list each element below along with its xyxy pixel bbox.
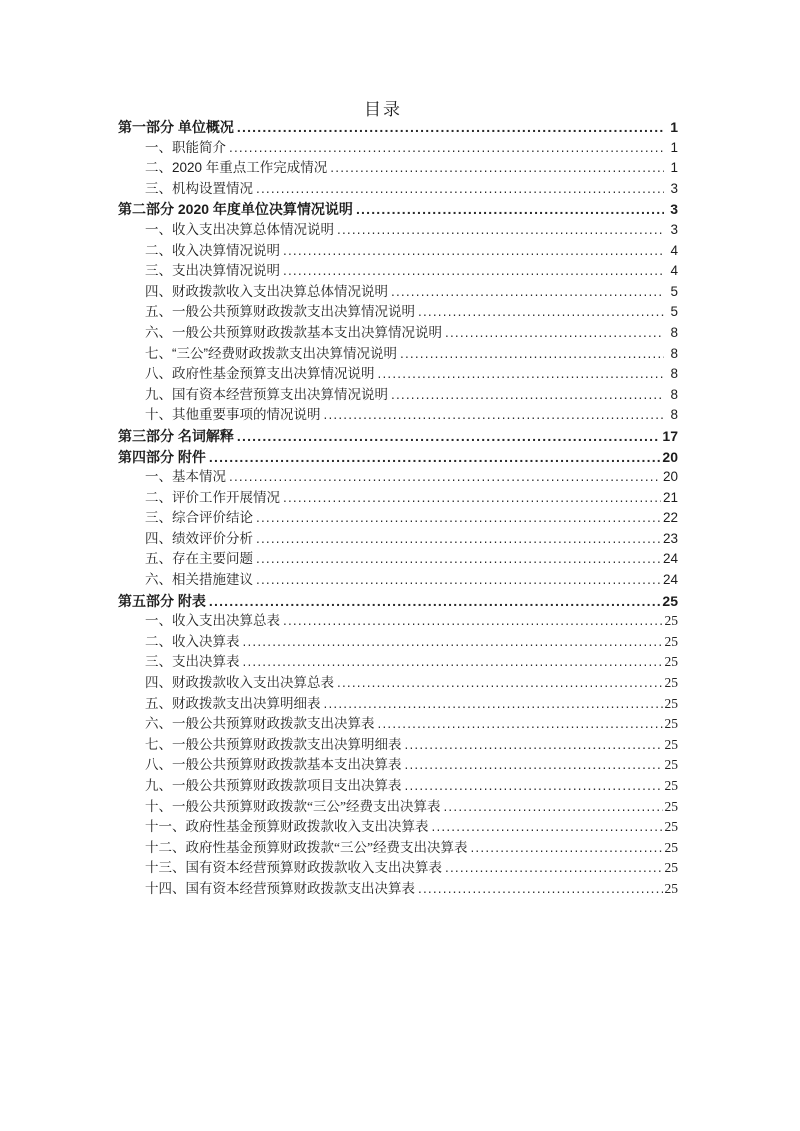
toc-entry[interactable] xyxy=(118,714,678,735)
dot-leader xyxy=(330,158,664,179)
dot-leader xyxy=(391,282,664,303)
toc-entry-label: 三、综合评价结论 xyxy=(145,510,253,526)
dot-leader xyxy=(418,302,664,323)
dot-leader xyxy=(356,199,664,220)
toc-entry-label: 七、“三公”经费财政拨款支出决算情况说明 xyxy=(145,345,397,361)
dot-leader xyxy=(391,385,664,406)
toc-entry-label: 三、支出决算表 xyxy=(145,654,240,670)
toc-entry-label: 一、收入支出决算总表 xyxy=(145,613,280,629)
toc-entry[interactable] xyxy=(118,549,678,570)
dot-leader xyxy=(470,838,662,859)
toc-entry[interactable] xyxy=(118,858,678,879)
toc-entry-label: 四、财政拨款收入支出决算总表 xyxy=(145,675,334,691)
toc-entry[interactable] xyxy=(118,220,678,241)
toc-entry-page: 25 xyxy=(664,860,678,876)
dot-leader xyxy=(445,323,664,344)
dot-leader xyxy=(256,179,664,200)
toc-entry[interactable] xyxy=(118,591,678,612)
toc-entry[interactable] xyxy=(118,776,678,797)
toc-entry-label: 十四、国有资本经营预算财政拨款支出决算表 xyxy=(145,880,415,896)
toc-entry-label: 一、职能简介 xyxy=(145,139,226,155)
toc-entry-label: 八、政府性基金预算支出决算情况说明 xyxy=(145,366,375,382)
toc-entry[interactable] xyxy=(118,797,678,818)
dot-leader xyxy=(256,549,661,570)
toc-entry-label: 三、机构设置情况 xyxy=(145,180,253,196)
dot-leader xyxy=(378,714,663,735)
toc-entry-page: 25 xyxy=(664,613,678,629)
toc-entry[interactable] xyxy=(118,735,678,756)
toc-entry-label: 一、基本情况 xyxy=(145,469,226,485)
toc-entry-page: 25 xyxy=(664,633,678,649)
toc-entry[interactable] xyxy=(118,755,678,776)
dot-leader xyxy=(405,755,663,776)
toc-entry[interactable] xyxy=(118,879,678,900)
toc-entry-page: 1 xyxy=(670,119,678,135)
toc-entry[interactable] xyxy=(118,117,678,138)
toc-entry[interactable] xyxy=(118,158,678,179)
toc-entry[interactable] xyxy=(118,817,678,838)
toc-entry-page: 25 xyxy=(664,778,678,793)
dot-leader xyxy=(256,508,661,529)
dot-leader xyxy=(445,858,663,879)
toc-entry-page: 20 xyxy=(662,448,678,465)
toc-entry-label: 二、评价工作开展情况 xyxy=(145,489,280,505)
toc-entry[interactable] xyxy=(118,344,678,365)
dot-leader xyxy=(237,117,664,138)
toc-entry[interactable] xyxy=(118,632,678,653)
toc-entry-page: 8 xyxy=(670,366,678,382)
toc-entry[interactable] xyxy=(118,364,678,385)
toc-entry[interactable] xyxy=(118,302,678,323)
toc-entry-page: 17 xyxy=(662,427,678,444)
toc-entry-page: 3 xyxy=(670,221,678,237)
toc-entry-label: 五、存在主要问题 xyxy=(145,551,253,567)
dot-leader xyxy=(256,529,661,550)
toc-entry-page: 25 xyxy=(664,839,678,855)
toc-entry[interactable] xyxy=(118,323,678,344)
toc-entry-page: 5 xyxy=(670,283,678,299)
toc-entry-page: 23 xyxy=(662,530,678,546)
toc-entry-page: 25 xyxy=(664,695,678,711)
toc-entry[interactable] xyxy=(118,467,678,488)
toc-entry[interactable] xyxy=(118,405,678,426)
dot-leader xyxy=(405,776,663,797)
toc-entry-label: 七、一般公共预算财政拨款支出决算明细表 xyxy=(145,736,402,752)
page-title: 目录 xyxy=(364,100,402,119)
toc-entry[interactable] xyxy=(118,179,678,200)
toc-entry[interactable] xyxy=(118,673,678,694)
toc-entry-page: 3 xyxy=(670,201,678,218)
dot-leader xyxy=(283,261,664,282)
toc-entry-page: 5 xyxy=(670,304,678,320)
dot-leader xyxy=(337,673,663,694)
toc-entry[interactable] xyxy=(118,261,678,282)
toc-entry-page: 8 xyxy=(670,345,678,361)
toc-entry[interactable] xyxy=(118,694,678,715)
toc-entry[interactable] xyxy=(118,426,678,447)
toc-entry-page: 4 xyxy=(670,242,678,258)
dot-leader xyxy=(418,879,663,900)
toc-entry-label: 五、一般公共预算财政拨款支出决算情况说明 xyxy=(145,304,415,320)
toc-entry-page: 4 xyxy=(670,263,678,279)
toc-entry[interactable] xyxy=(118,282,678,303)
toc-entry-label: 六、一般公共预算财政拨款支出决算表 xyxy=(145,716,375,732)
toc-entry[interactable] xyxy=(118,447,678,468)
dot-leader xyxy=(405,735,663,756)
toc-entry-label: 九、国有资本经营预算支出决算情况说明 xyxy=(145,386,388,402)
toc-entry-label: 六、一般公共预算财政拨款基本支出决算情况说明 xyxy=(145,324,442,340)
toc-entry-page: 25 xyxy=(664,798,678,814)
toc-entry-label: 四、绩效评价分析 xyxy=(145,530,253,546)
toc-entry-label: 十三、国有资本经营预算财政拨款收入支出决算表 xyxy=(145,860,442,876)
toc-entry-label: 三、支出决算情况说明 xyxy=(145,263,280,279)
toc-entry-page: 25 xyxy=(664,736,678,752)
toc-entry-label: 第一部分 单位概况 xyxy=(118,119,234,135)
toc-entry-label: 二、2020 年重点工作完成情况 xyxy=(145,160,328,176)
toc-entry-label: 二、收入决算表 xyxy=(145,633,240,649)
dot-leader xyxy=(243,632,663,653)
toc-entry-page: 25 xyxy=(662,592,678,609)
toc-entry-label: 六、相关措施建议 xyxy=(145,572,253,588)
toc-entry-page: 25 xyxy=(664,757,678,773)
toc-entry-page: 25 xyxy=(664,675,678,691)
toc-entry-label: 第三部分 名词解释 xyxy=(118,427,234,444)
dot-leader xyxy=(337,220,664,241)
dot-leader xyxy=(237,426,661,447)
toc-entry[interactable] xyxy=(118,838,678,859)
toc-entry-label: 九、一般公共预算财政拨款项目支出决算表 xyxy=(145,778,402,793)
toc-entry[interactable] xyxy=(118,529,678,550)
dot-leader xyxy=(209,447,661,468)
toc-entry-page: 25 xyxy=(664,716,678,732)
toc-entry-page: 8 xyxy=(670,386,678,402)
dot-leader xyxy=(256,570,661,591)
dot-leader xyxy=(229,467,661,488)
toc-entry-page: 1 xyxy=(670,139,678,155)
dot-leader xyxy=(229,138,664,159)
dot-leader xyxy=(378,364,665,385)
toc-entry-label: 第二部分 2020 年度单位决算情况说明 xyxy=(118,201,353,218)
toc-entry-page: 20 xyxy=(662,469,678,485)
toc-entry[interactable] xyxy=(118,570,678,591)
toc-entry-label: 第五部分 附表 xyxy=(118,592,206,609)
toc-entry-page: 25 xyxy=(664,819,678,835)
toc-entry-page: 24 xyxy=(662,572,678,588)
toc-entry[interactable] xyxy=(118,241,678,262)
toc-entry-label: 一、收入支出决算总体情况说明 xyxy=(145,221,334,237)
toc-entry-label: 二、收入决算情况说明 xyxy=(145,242,280,258)
toc-entry[interactable] xyxy=(118,138,678,159)
toc-entry-label: 十二、政府性基金预算财政拨款“三公”经费支出决算表 xyxy=(145,839,468,855)
toc-entry-label: 八、一般公共预算财政拨款基本支出决算表 xyxy=(145,757,402,773)
dot-leader xyxy=(400,344,664,365)
toc-entry-label: 四、财政拨款收入支出决算总体情况说明 xyxy=(145,283,388,299)
toc-entry[interactable] xyxy=(118,652,678,673)
toc-entry[interactable] xyxy=(118,508,678,529)
toc-entry-page: 25 xyxy=(664,880,678,896)
toc-entry-page: 3 xyxy=(670,180,678,196)
toc-entry-page: 24 xyxy=(662,551,678,567)
toc-entry-page: 1 xyxy=(670,160,678,176)
toc-entry[interactable] xyxy=(118,199,678,220)
toc-entry[interactable] xyxy=(118,385,678,406)
dot-leader xyxy=(443,797,662,818)
toc-entry-page: 21 xyxy=(662,489,678,505)
toc-list xyxy=(118,117,678,900)
toc-entry-label: 十一、政府性基金预算财政拨款收入支出决算表 xyxy=(145,819,429,835)
dot-leader xyxy=(209,591,661,612)
dot-leader xyxy=(324,405,665,426)
toc-entry-page: 8 xyxy=(670,324,678,340)
toc-entry-page: 8 xyxy=(670,407,678,423)
toc-entry-label: 第四部分 附件 xyxy=(118,448,206,465)
dot-leader xyxy=(283,241,664,262)
toc-entry[interactable] xyxy=(118,611,678,632)
toc-entry-page: 25 xyxy=(664,654,678,670)
dot-leader xyxy=(432,817,663,838)
dot-leader xyxy=(324,694,663,715)
toc-entry-page: 22 xyxy=(662,510,678,526)
toc-entry-label: 五、财政拨款支出决算明细表 xyxy=(145,695,321,711)
dot-leader xyxy=(283,611,663,632)
dot-leader xyxy=(283,488,661,509)
toc-entry[interactable] xyxy=(118,488,678,509)
toc-entry-label: 十、其他重要事项的情况说明 xyxy=(145,407,321,423)
dot-leader xyxy=(243,652,663,673)
toc-entry-label: 十、一般公共预算财政拨款“三公”经费支出决算表 xyxy=(145,798,441,814)
